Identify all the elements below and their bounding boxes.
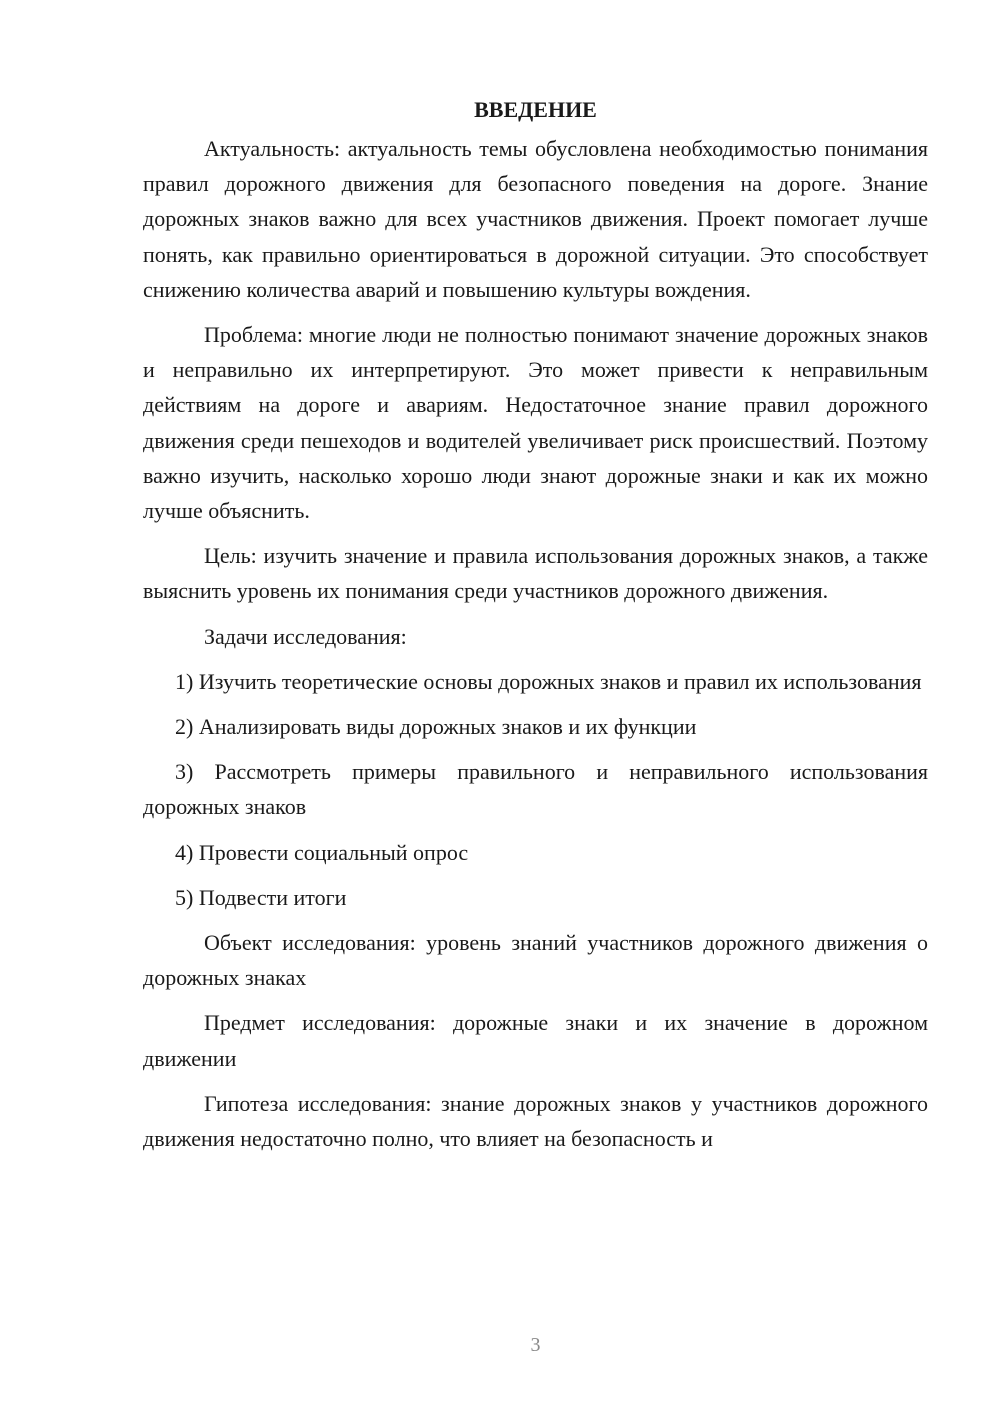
- task-item-1: 1) Изучить теоретические основы дорожных знаков и правил их использования: [175, 668, 922, 694]
- page-title: ВВЕДЕНИЕ: [474, 97, 597, 122]
- tasks-heading: Задачи исследования:: [204, 623, 407, 649]
- task-item-3: 3) Рассмотреть примеры правильного и неправильного использования дорожных знаков: [143, 759, 928, 820]
- task-item-5: 5) Подвести итоги: [175, 884, 347, 910]
- relevance-paragraph: Актуальность: актуальность темы обусловлена необходимостью понимания правил дорожного движения для безопасного поведения на дороге. Знание дорожных знаков важно для всех участников движения. Проект помогает лучше понять, как правильно ориентироваться в дорожной ситуации. Это способствует снижению количества аварий и повышению культуры вождения.: [143, 136, 928, 302]
- task-item-2: 2) Анализировать виды дорожных знаков и их функции: [175, 714, 697, 740]
- document-page: [143, 92, 928, 1166]
- goal-paragraph: Цель: изучить значение и правила использования дорожных знаков, а также выяснить уровень их понимания среди участников дорожного движения.: [143, 543, 928, 604]
- object-paragraph: Объект исследования: уровень знаний участников дорожного движения о дорожных знаках: [143, 930, 928, 991]
- hypothesis-paragraph: Гипотеза исследования: знание дорожных знаков у участников дорожного движения недостаточно полно, что влияет на безопасность и: [143, 1090, 928, 1152]
- subject-paragraph: Предмет исследования: дорожные знаки и их значение в дорожном движении: [143, 1010, 928, 1071]
- page-number: 3: [530, 1334, 541, 1356]
- task-item-4: 4) Провести социальный опрос: [175, 839, 469, 865]
- problem-paragraph: Проблема: многие люди не полностью понимают значение дорожных знаков и неправильно их интерпретируют. Это может привести к неправильным действиям на дороге и авариям. Недостаточное знание правил дорожного движения среди пешеходов и водителей увеличивает риск происшествий. Поэтому важно изучить, насколько хорошо люди знают дорожные знаки и как их можно лучше объяснить.: [143, 322, 928, 524]
